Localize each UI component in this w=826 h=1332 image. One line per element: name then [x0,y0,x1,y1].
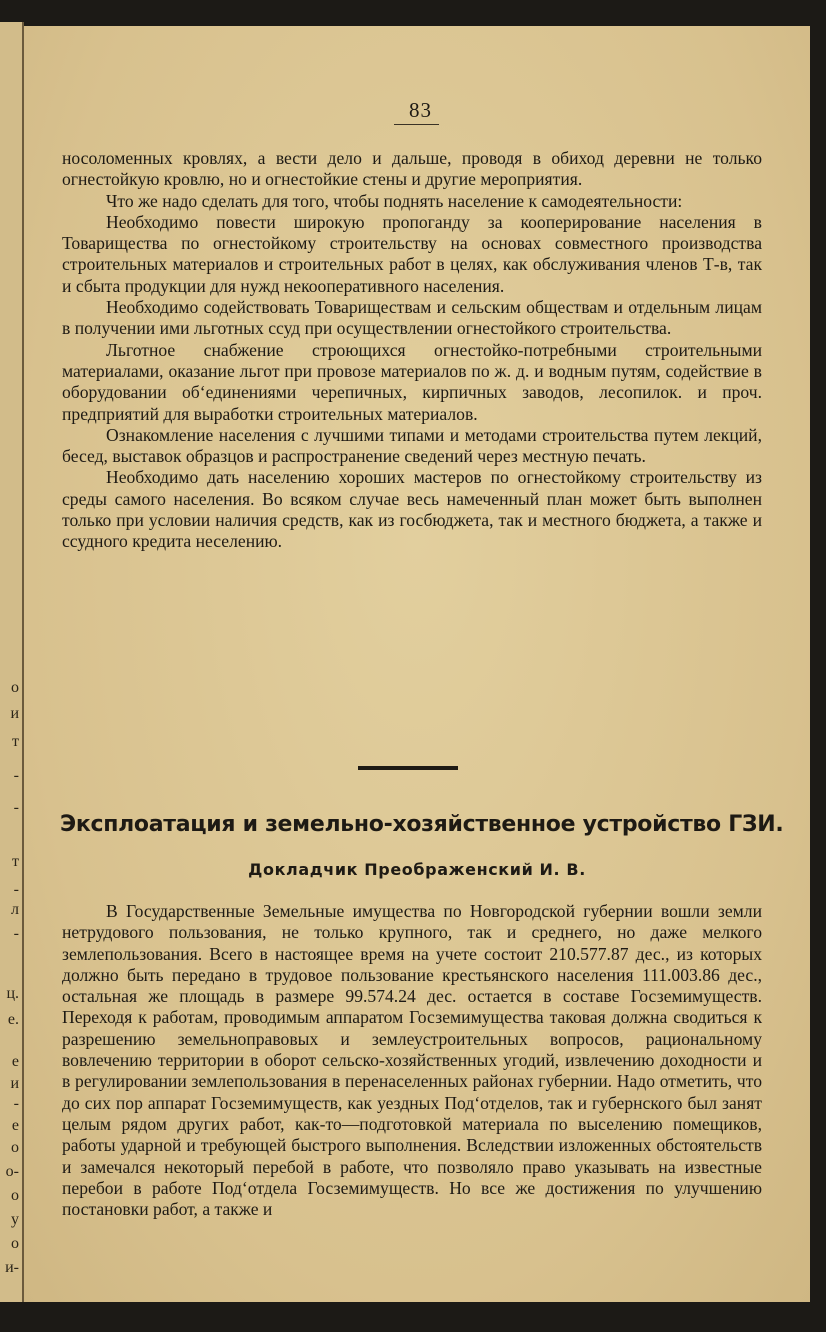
margin-glyph: л [11,901,19,918]
bottom-text-block [62,901,762,1220]
margin-glyph: и [10,705,19,722]
paragraph: Необходимо повести широкую пропоганду за кооперирование населения в Товарищества по огнестойкому строительству на основах совместного производства строительных материалов и строительных работ в целях, как обслуживания членов Т-в, так и сбыта продукции для нужд некооперативного населения. [62,211,762,296]
paragraph: Необходимо дать населению хороших мастеров по огнестойкому строительству из среды самого населения. Во всяком случае весь намеченный план может быть выполнен только при условии наличия средств, как из госбюджета, так и местного бюджета, а также и ссудного кредита неселению. [62,467,762,552]
margin-glyph: - [13,767,19,784]
margin-glyph: - [13,1095,19,1112]
section-title: Эксплоатация и земельно-хозяйственное устройство ГЗИ. [60,812,784,837]
margin-glyph: - [13,881,19,898]
document-page [24,26,810,1302]
page-number-underline [394,124,439,125]
page-number: 83 [409,98,432,122]
margin-glyph: е [11,1053,19,1070]
paragraph: Ознакомление населения с лучшими типами и методами строительства путем лекций, бесед, выставок образцов и распространение сведений через местную печать. [62,424,762,467]
paragraph: носоломенных кровлях, а вести дело и дальше, проводя в обиход деревни не только огнестойкую кровлю, но и огнестойкие стены и другие мероприятия. [62,148,762,190]
margin-glyph: е [11,1117,19,1134]
margin-glyph: о [11,1235,19,1252]
margin-glyph: о- [5,1163,19,1180]
margin-glyph: у [11,1211,19,1228]
margin-glyph: т [12,853,19,870]
adjacent-page-edge [0,22,24,1302]
margin-glyph: ц. [6,985,19,1002]
paragraph: Льготное снабжение строющихся огнестойко-потребными строительными материалами, оказание льгот при провозе материалов по ж. д. и водным путям, содействие в оборудовании об‘единениями черепичных, кирпичных заводов, лесопилок. и проч. предприятий для выработки строительных материалов. [62,339,762,424]
speaker-line: Докладчик Преображенский И. В. [248,860,586,879]
margin-glyph: о [11,679,19,696]
margin-glyph: - [13,799,19,816]
margin-glyph: е. [7,1011,19,1028]
margin-glyph: т [12,733,19,750]
top-text-block [62,148,762,553]
margin-glyph: о [11,1187,19,1204]
paragraph: В Государственные Земельные имущества по Новгородской губернии вошли земли нетрудового пользования, не только крупного, так и среднего, но даже мелкого землепользования. Всего в настоящее время на учете состоит 210.577.87 дес., из которых должно быть передано в трудовое пользование крестьянского населения 111.003.86 дес., остальная же площадь в размере 99.574.24 дес. остается в составе Госземимуществ. Переходя к работам, проводимым аппаратом Госземимущества таковая должна сводиться к разрешению земельноправовых и землеустроительных вопросов, рациональному вовлечению территории в оборот сельско-хозяйственных угодий, извлечению доходности и в регулировании землепользования в перенаселенных районах губернии. Надо отметить, что до сих пор аппарат Госземимуществ, как уездных Под‘отделов, так и губернского был занят целым рядом других работ, как-то—подготовкой материала по выселению помещиков, работы ударной и требующей быстрого выполнения. Вследствии изложенных обстоятельств и замечался некоторый перебой в работе, что позволяло право указывать на известные перебои в работе Под‘отдела Госземимуществ. Но все же достижения по улучшению постановки работ, а также и [62,901,762,1220]
margin-glyph: и- [5,1259,19,1276]
paragraph: Что же надо сделать для того, чтобы поднять население к самодеятельности: [106,190,683,211]
section-divider [358,766,458,770]
margin-glyph: - [13,925,19,942]
margin-glyph: о [11,1139,19,1156]
margin-glyph: и [10,1075,19,1092]
paragraph: Необходимо содействовать Товариществам и сельским обществам и отдельным лицам в получении ими льготных ссуд при осуществлении огнестойкого строительства. [62,297,762,339]
